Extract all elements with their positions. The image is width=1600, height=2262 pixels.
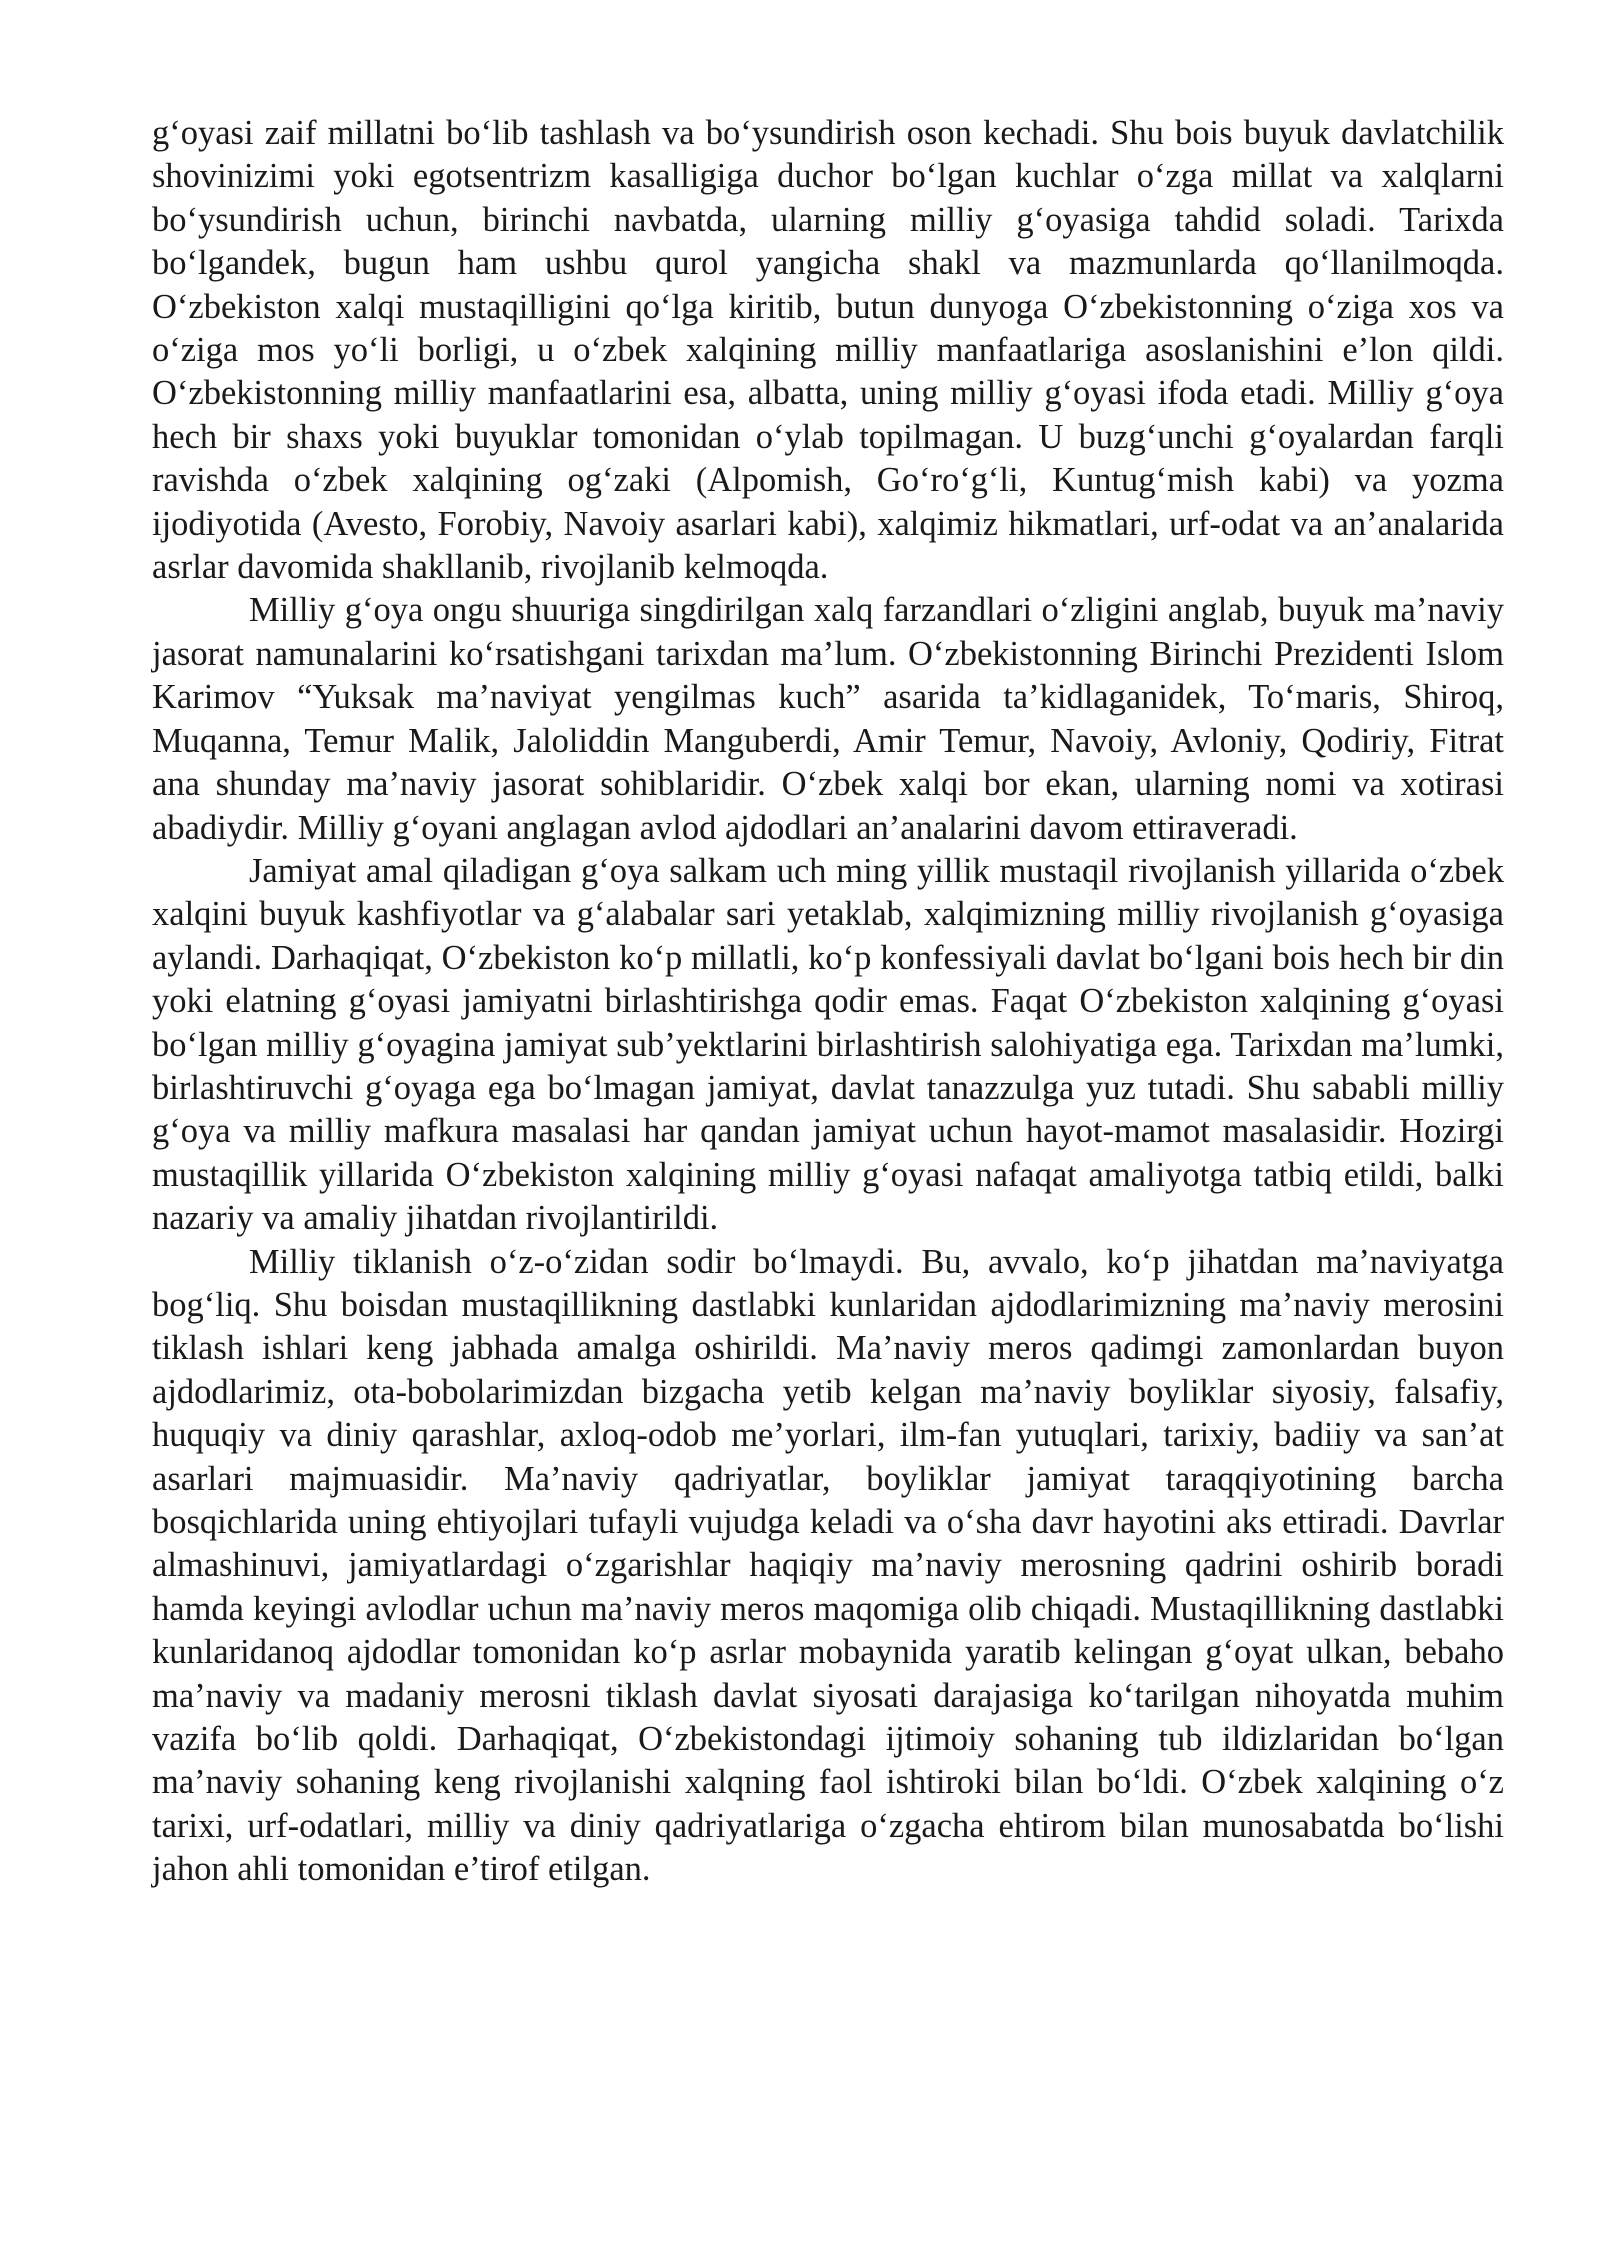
paragraph-4: Milliy tiklanish o‘z-o‘zidan sodir bo‘lmaydi. Bu, avvalo, ko‘p jihatdan ma’naviyatga bog‘liq. Shu boisdan mustaqillikning dastlabki kunlaridan ajdodlarimizning ma’naviy merosini tiklash ishlari keng jabhada amalga oshirildi. Ma’naviy meros qadimgi zamonlardan buyon ajdodlarimiz, ota-bobolarimizdan bizgacha yetib kelgan ma’naviy boyliklar siyosiy, falsafiy, huquqiy va diniy qarashlar, axloq-odob me’yorlari, ilm-fan yutuqlari, tarixiy, badiiy va san’at asarlari majmuasidir. Ma’naviy qadriyatlar, boyliklar jamiyat taraqqiyotining barcha bosqichlarida uning ehtiyojlari tufayli vujudga keladi va o‘sha davr hayotini aks ettiradi. Davrlar almashinuvi, jamiyatlardagi o‘zgarishlar haqiqiy ma’naviy merosning qadrini oshirib boradi hamda keyingi avlodlar uchun ma’naviy meros maqomiga olib chiqadi. Mustaqillikning dastlabki kunlaridanoq ajdodlar tomonidan ko‘p asrlar mobaynida yaratib kelingan g‘oyat ulkan, bebaho ma’naviy va madaniy merosni tiklash davlat siyosati darajasiga ko‘tarilgan nihoyatda muhim vazifa bo‘lib qoldi. Darhaqiqat, O‘zbekistondagi ijtimoiy sohaning tub ildizlaridan bo‘lgan ma’naviy sohaning keng rivojlanishi xalqning faol ishtiroki bilan bo‘ldi. O‘zbek xalqining o‘z tarixi, urf-odatlari, milliy va diniy qadriyatlariga o‘zgacha ehtirom bilan munosabatda bo‘lishi jahon ahli tomonidan e’tirof etilgan. xyxy=(152,1242,1504,1889)
paragraph-1: g‘oyasi zaif millatni bo‘lib tashlash va bo‘ysundirish oson kechadi. Shu bois buyuk davlatchilik shovinizimi yoki egotsentrizm kasalligiga duchor bo‘lgan kuchlar o‘zga millat va xalqlarni bo‘ysundirish uchun, birinchi navbatda, ularning milliy g‘oyasiga tahdid soladi. Tarixda bo‘lgandek, bugun ham ushbu qurol yangicha shakl va mazmunlarda qo‘llanilmoqda. O‘zbekiston xalqi mustaqilligini qo‘lga kiritib, butun dunyoga O‘zbekistonning o‘ziga xos va o‘ziga mos yo‘li borligi, u o‘zbek xalqining milliy manfaatlariga asoslanishini e’lon qildi. O‘zbekistonning milliy manfaatlarini esa, albatta, uning milliy g‘oyasi ifoda etadi. Milliy g‘oya hech bir shaxs yoki buyuklar tomonidan o‘ylab topilmagan. U buzg‘unchi g‘oyalardan farqli ravishda o‘zbek xalqining og‘zaki (Alpomish, Go‘ro‘g‘li, Kuntug‘mish kabi) va yozma ijodiyotida (Avesto, Forobiy, Navoiy asarlari kabi), xalqimiz hikmatlari, urf-odat va an’analarida asrlar davomida shakllanib, rivojlanib kelmoqda. xyxy=(152,114,1504,587)
document-page xyxy=(152,112,1504,1892)
paragraph-2: Milliy g‘oya ongu shuuriga singdirilgan xalq farzandlari o‘zligini anglab, buyuk ma’naviy jasorat namunalarini ko‘rsatishgani tarixdan ma’lum. O‘zbekistonning Birinchi Prezidenti Islom Karimov “Yuksak ma’naviyat yengilmas kuch” asarida ta’kidlaganidek, To‘maris, Shiroq, Muqanna, Temur Malik, Jaloliddin Manguberdi, Amir Temur, Navoiy, Avloniy, Qodiriy, Fitrat ana shunday ma’naviy jasorat sohiblaridir. O‘zbek xalqi bor ekan, ularning nomi va xotirasi abadiydir. Milliy g‘oyani anglagan avlod ajdodlari an’analarini davom ettiraveradi. xyxy=(152,591,1504,847)
paragraph-3: Jamiyat amal qiladigan g‘oya salkam uch ming yillik mustaqil rivojlanish yillarida o‘zbek xalqini buyuk kashfiyotlar va g‘alabalar sari yetaklab, xalqimizning milliy rivojlanish g‘oyasiga aylandi. Darhaqiqat, O‘zbekiston ko‘p millatli, ko‘p konfessiyali davlat bo‘lgani bois hech bir din yoki elatning g‘oyasi jamiyatni birlashtirishga qodir emas. Faqat O‘zbekiston xalqining g‘oyasi bo‘lgan milliy g‘oyagina jamiyat sub’yektlarini birlashtirish salohiyatiga ega. Tarixdan ma’lumki, birlashtiruvchi g‘oyaga ega bo‘lmagan jamiyat, davlat tanazzulga yuz tutadi. Shu sababli milliy g‘oya va milliy mafkura masalasi har qandan jamiyat uchun hayot-mamot masalasidir. Hozirgi mustaqillik yillarida O‘zbekiston xalqining milliy g‘oyasi nafaqat amaliyotga tatbiq etildi, balki nazariy va amaliy jihatdan rivojlantirildi. xyxy=(152,851,1504,1238)
